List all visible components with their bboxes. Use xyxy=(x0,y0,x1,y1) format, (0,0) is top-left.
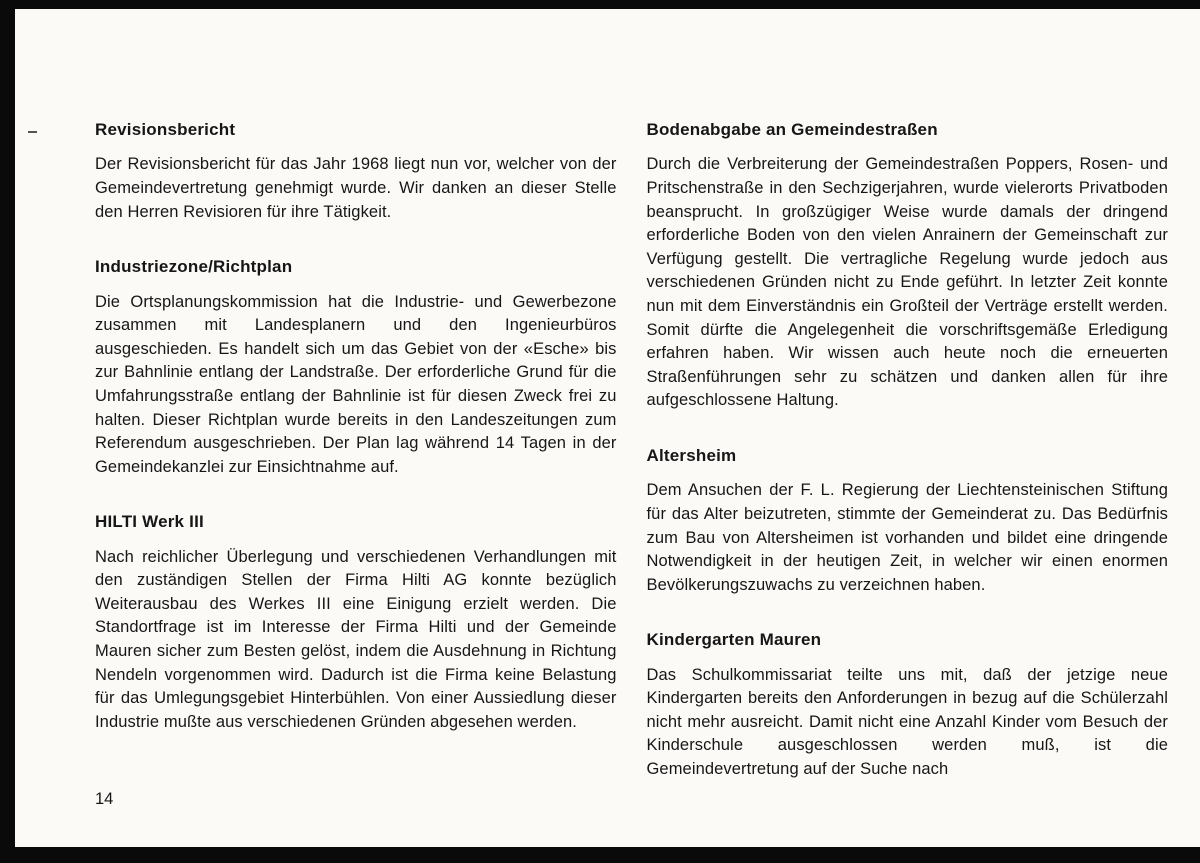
section-heading: Kindergarten Mauren xyxy=(646,630,822,650)
section-heading: Industriezone/Richtplan xyxy=(95,257,293,277)
scan-border-top xyxy=(0,0,1200,9)
scan-artifact-dash xyxy=(28,131,37,133)
section-heading: Bodenabgabe an Gemeindestraßen xyxy=(646,120,938,139)
left-column xyxy=(95,120,617,815)
section-bodenabgabe xyxy=(647,120,1169,413)
section-paragraph: Der Revisionsbericht für das Jahr 1968 liegt nun vor, welcher von der Gemeindevertretung genehmigt wurde. Wir danken an dieser Stelle den Herren Revisioren für ihre Tätigkeit. xyxy=(95,155,617,221)
scan-border-bottom xyxy=(0,847,1200,863)
section-heading: Revisionsbericht xyxy=(95,120,236,139)
section-industriezone-richtplan xyxy=(95,257,617,479)
section-kindergarten-mauren xyxy=(647,630,1169,781)
right-column xyxy=(647,120,1169,815)
scan-border-left xyxy=(0,0,15,863)
two-column-layout xyxy=(95,120,1168,815)
section-paragraph: Dem Ansuchen der F. L. Regierung der Liechtensteinischen Stiftung für das Alter beizutreten, stimmte der Gemeinderat zu. Das Bedürfnis zum Bau von Altersheimen ist vorhanden und bildet eine dringende Notwendigkeit in der heutigen Zeit, in welcher wir einen enormen Bevölkerungszuwachs zu verzeichnen haben. xyxy=(646,481,1168,594)
section-heading: Altersheim xyxy=(646,445,737,465)
page-number: 14 xyxy=(95,790,114,808)
section-paragraph: Nach reichlicher Überlegung und verschiedenen Verhandlungen mit den zuständigen Stellen der Firma Hilti AG konnte bezüglich Weiterausbau des Werkes III eine Einigung erzielt werden. Die Standortfrage ist im Interesse der Firma Hilti und der Gemeinde Mauren sicher zum Besten gelöst, indem die Ausdehnung in Richtung Nendeln vorgenommen wird. Dadurch ist die Firma keine Belastung für das Umlegungsgebiet Hinterbühlen. Von einer Aussiedlung dieser Industrie mußte aus verschiedenen Gründen abgesehen werden. xyxy=(95,547,617,731)
section-hilti-werk-iii xyxy=(95,512,617,734)
section-paragraph: Durch die Verbreiterung der Gemeindestraßen Poppers, Rosen- und Pritschenstraße in den Sechzigerjahren, wurde vielerorts Privatboden beansprucht. In großzügiger Weise wurde damals der dringend erforderliche Boden von den vielen Anrainern der Gemeinschaft zur Verfügung gestellt. Die vertragliche Regelung wurde jedoch aus verschiedenen Gründen nicht zu Ende geführt. In letzter Zeit konnte nun mit dem Einverständnis ein Großteil der Verträge erstellt werden. Somit dürfte die Angelegenheit die vorschriftsgemäße Erledigung erfahren haben. Wir wissen auch heute noch die erneuerten Straßenführungen sehr zu schätzen und danken allen für ihre aufgeschlossene Haltung. xyxy=(646,155,1168,410)
section-paragraph: Die Ortsplanungskommission hat die Industrie- und Gewerbezone zusammen mit Landesplanern und den Ingenieurbüros ausgeschieden. Es handelt sich um das Gebiet von der «Esche» bis zur Bahnlinie entlang der Landstraße. Der erforderliche Grund für die Umfahrungsstraße entlang der Bahnlinie ist für diesen Zweck frei zu halten. Dieser Richtplan wurde bereits in den Landeszeitungen zum Referendum ausgeschrieben. Der Plan lag während 14 Tagen in der Gemeindekanzlei zur Einsichtnahme auf. xyxy=(95,292,617,476)
section-revisionsbericht xyxy=(95,120,617,224)
section-altersheim xyxy=(647,446,1169,597)
section-paragraph: Das Schulkommissariat teilte uns mit, daß der jetzige neue Kindergarten bereits den Anforderungen in bezug auf die Schülerzahl nicht mehr ausreicht. Damit nicht eine Anzahl Kinder vom Besuch der Kinderschule ausgeschlossen werden muß, ist die Gemeindevertretung auf der Suche nach xyxy=(646,665,1168,779)
section-heading: HILTI Werk III xyxy=(95,512,204,532)
